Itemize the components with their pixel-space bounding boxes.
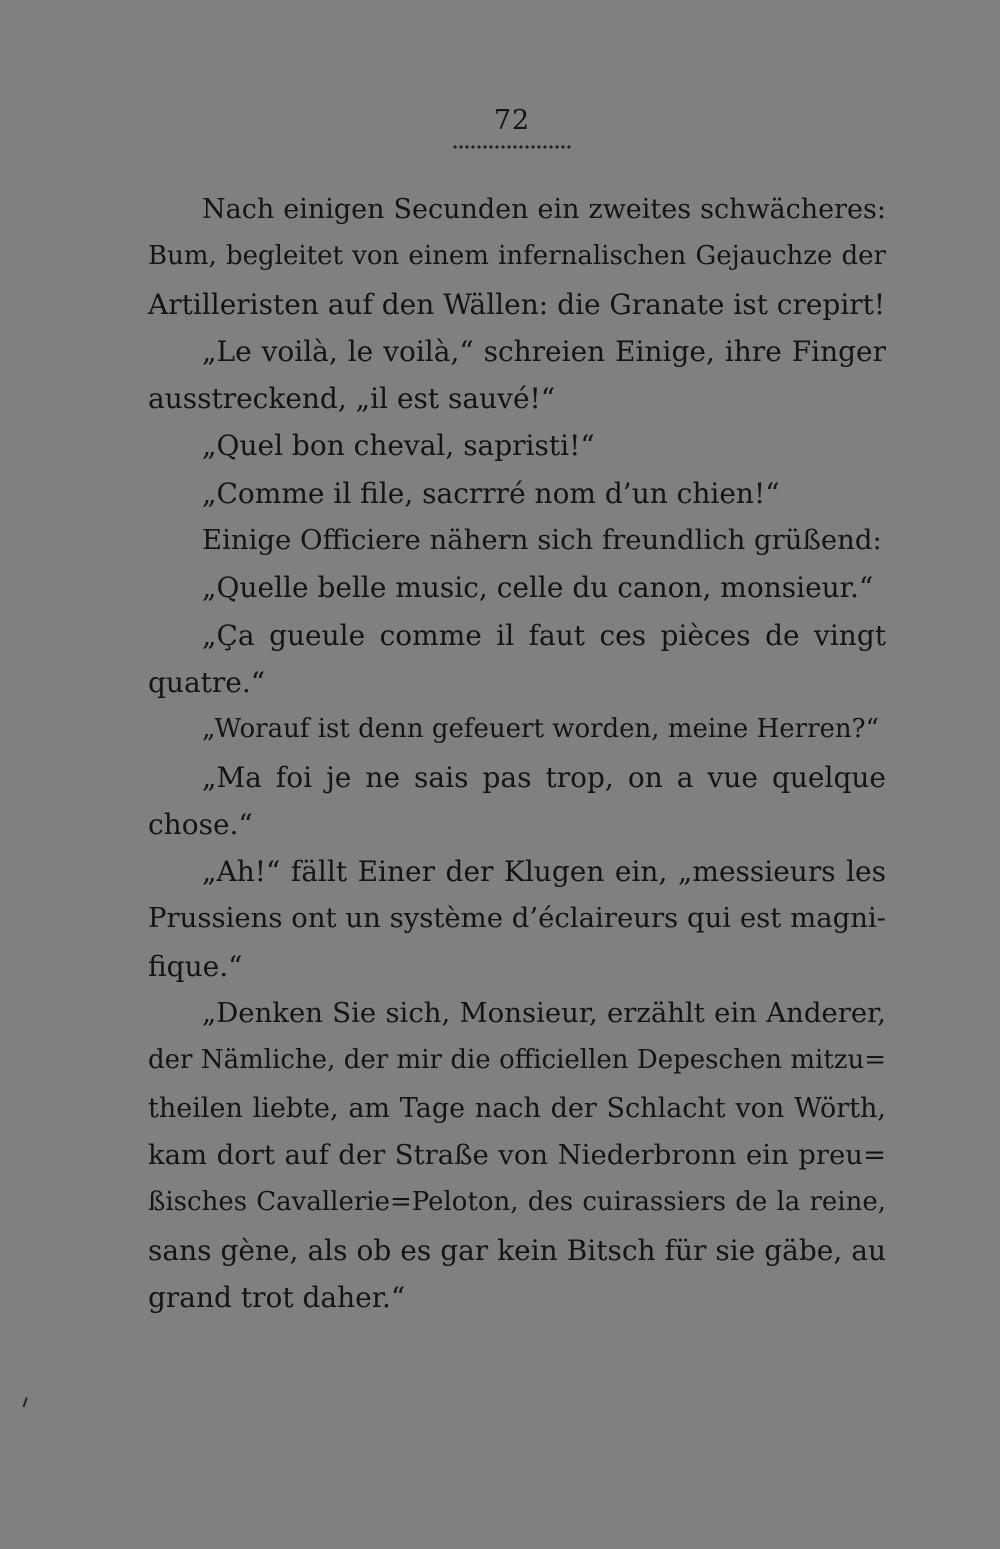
text-line: der Nämliche, der mir die officiellen Depeschen mitzu=	[148, 1045, 886, 1076]
text-line: Nach einigen Secunden ein zweites schwächeres:	[202, 194, 886, 225]
text-line: „Worauf ist denn gefeuert worden, meine Herren?“	[202, 714, 879, 745]
page-number-rule	[452, 144, 572, 150]
text-line: „Ma foi je ne sais pas trop, on a vue quelque	[202, 760, 886, 794]
text-line: „Ah!“ fällt Einer der Klugen ein, „messieurs les	[202, 855, 886, 889]
text-line: „Quelle belle music, celle du canon, monsieur.“	[202, 571, 874, 605]
scan-speck	[22, 1397, 31, 1408]
text-line: ßisches Cavallerie=Peloton, des cuirassiers de la reine,	[148, 1187, 886, 1218]
text-line: ausstreckend, „il est sauvé!“	[148, 382, 556, 416]
text-line: sans gène, als ob es gar kein Bitsch für sie gäbe, au	[148, 1233, 886, 1267]
text-line: „Quel bon cheval, sapristi!“	[202, 429, 595, 463]
text-line: Prussiens ont un système d’éclaireurs qui est magni-	[148, 902, 886, 935]
text-line: quatre.“	[148, 665, 266, 699]
page-number: 72	[493, 105, 531, 136]
text-line: „Le voilà, le voilà,“ schreien Einige, ihre Finger	[202, 334, 886, 368]
text-line: fique.“	[148, 949, 243, 983]
text-line: Bum, begleitet von einem infernalischen Gejauchze der	[148, 241, 886, 272]
text-line: Artilleristen auf den Wällen: die Granate ist crepirt!	[148, 287, 886, 321]
text-line: grand trot daher.“	[148, 1280, 406, 1314]
text-line: theilen liebte, am Tage nach der Schlacht von Wörth,	[148, 1092, 886, 1124]
text-line: chose.“	[148, 807, 253, 841]
body-text	[148, 186, 886, 1321]
text-line: „Ça gueule comme il faut ces pièces de vingt	[202, 618, 886, 652]
text-line: Einige Officiere nähern sich freundlich grüßend:	[202, 524, 882, 557]
text-line: „Comme il file, sacrrré nom d’un chien!“	[202, 476, 780, 510]
text-line: kam dort auf der Straße von Niederbronn ein preu=	[148, 1138, 886, 1171]
text-line: „Denken Sie sich, Monsieur, erzählt ein Anderer,	[202, 997, 886, 1030]
